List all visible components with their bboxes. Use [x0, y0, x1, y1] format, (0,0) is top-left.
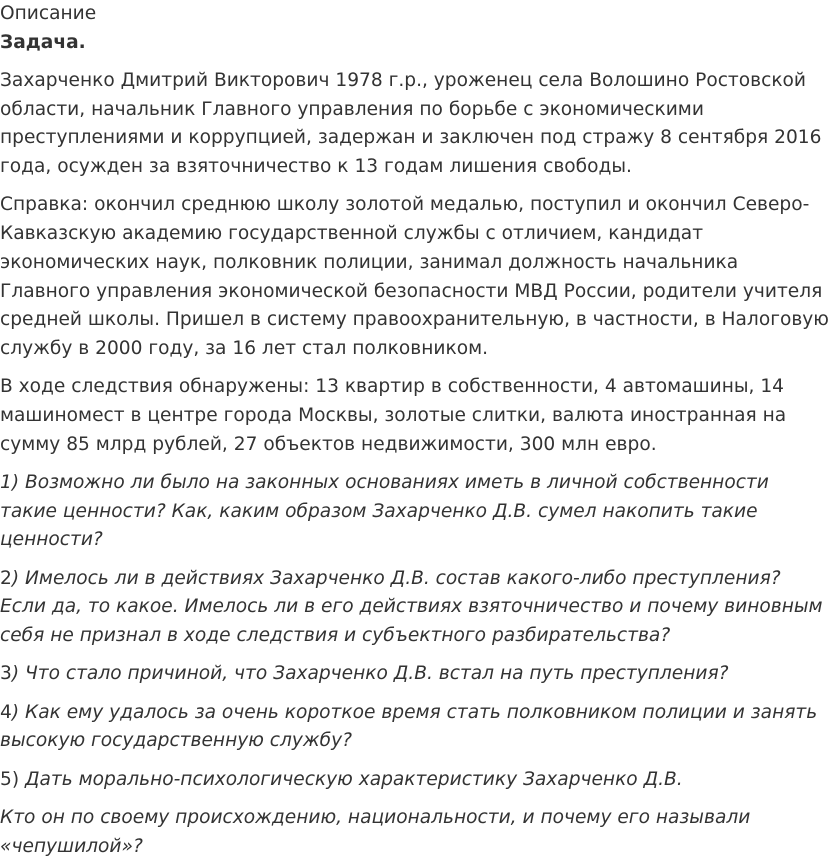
question-text: ) Имелось ли в действиях Захарченко Д.В. состав какого-либо преступления? Если да, то какое. Имелось ли в его действиях взяточничество и почему виновным себя не признал в ходе следствия и субъектного разбирательства? — [0, 567, 823, 647]
question-text: Возможно ли было на законных основаниях иметь в личной собственности такие ценности? Как, каким образом Захарченко Д.В. сумел накопить такие ценности? — [0, 471, 769, 551]
intro-paragraph: Захарченко Дмитрий Викторович 1978 г.р., уроженец села Волошино Ростовской области, начальник Главного управления по борьбе с экономическими преступлениями и коррупцией, задержан и заключен под стражу 8 сентября 2016 года, осужден за взяточничество к 13 годам лишения свободы. — [0, 70, 822, 178]
question-number: 1) — [0, 471, 20, 493]
question-number: 3 — [0, 663, 12, 685]
closing-question: Кто он по своему происхождению, национальности, и почему его называли «чепушилой»? — [0, 806, 751, 857]
question-number: 5) — [0, 768, 20, 790]
question-text: Дать морально-психологическую характеристику Захарченко Д.В. — [19, 768, 683, 790]
question-text: ) Как ему удалось за очень короткое время стать полковником полиции и занять высокую государственную службу? — [0, 701, 818, 752]
question-1 — [0, 469, 831, 555]
question-2 — [0, 565, 831, 651]
question-3 — [0, 660, 831, 689]
reference-paragraph: Справка: окончил среднюю школу золотой медалью, поступил и окончил Северо-Кавказскую академию государственной службы с отличием, кандидат экономических наук, полковник полиции, занимал должность начальника Главного управления экономической безопасности МВД России, родители учителя средней школы. Пришел в систему правоохранительную, в частности, в Налоговую службу в 2000 году, за 16 лет стал полковником. — [0, 194, 829, 359]
question-text: ) Что стало причиной, что Захарченко Д.В. встал на путь преступления? — [11, 663, 729, 685]
findings-paragraph: В ходе следствия обнаружены: 13 квартир в собственности, 4 автомашины, 14 машиномест в центре города Москвы, золотые слитки, валюта иностранная на сумму 85 млрд рублей, 27 объектов недвижимости, 300 млн евро. — [0, 376, 787, 455]
question-5 — [0, 766, 831, 795]
question-4 — [0, 699, 831, 756]
question-number: 4 — [0, 701, 12, 723]
question-number: 2 — [0, 567, 12, 589]
description-label: Описание — [0, 3, 97, 24]
task-heading: Задача. — [0, 32, 86, 53]
